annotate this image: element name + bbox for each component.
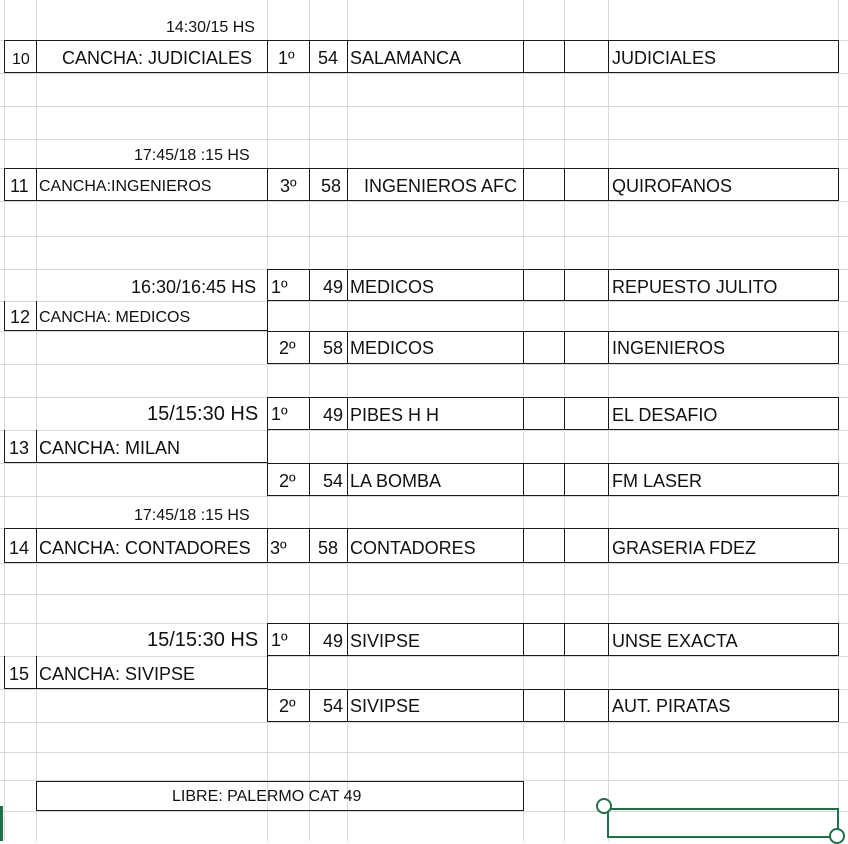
row-number: 14: [9, 538, 30, 558]
match-category: 58: [323, 338, 344, 358]
match-order: 2º: [279, 338, 296, 358]
cancha-label: CANCHA: MEDICOS: [39, 309, 191, 326]
match-category: 49: [323, 631, 344, 651]
home-team: LA BOMBA: [350, 471, 442, 491]
time-label: 15/15:30 HS: [147, 403, 259, 425]
away-team: INGENIEROS: [612, 338, 726, 358]
away-team: JUDICIALES: [612, 48, 717, 68]
match-category: 54: [323, 471, 344, 491]
row-number: 15: [9, 664, 30, 684]
cancha-label: CANCHA: SIVIPSE: [39, 664, 196, 684]
cancha-label: CANCHA: CONTADORES: [39, 538, 251, 558]
home-team: MEDICOS: [350, 338, 435, 358]
match-order: 2º: [279, 696, 296, 716]
match-order: 3º: [270, 538, 287, 558]
match-order: 1º: [271, 630, 288, 650]
row-number: 13: [9, 438, 30, 458]
match-order: 1º: [271, 404, 288, 424]
away-team: QUIROFANOS: [612, 176, 733, 196]
match-category: 58: [318, 538, 339, 558]
away-team: UNSE EXACTA: [612, 631, 738, 651]
cancha-label: CANCHA: MILAN: [39, 438, 181, 458]
row-number: 12: [10, 307, 31, 327]
home-team: INGENIEROS AFC: [364, 176, 518, 196]
away-team: REPUESTO JULITO: [612, 277, 778, 297]
away-team: GRASERIA FDEZ: [612, 538, 757, 558]
match-category: 58: [321, 176, 342, 196]
match-order: 2º: [279, 471, 296, 491]
selected-cell-range[interactable]: [607, 808, 839, 838]
cancha-label: CANCHA: JUDICIALES: [62, 48, 253, 68]
home-team: PIBES H H: [350, 405, 440, 425]
libre-label: LIBRE: PALERMO CAT 49: [172, 788, 362, 805]
match-order: 3º: [280, 176, 297, 196]
selection-handle-bottom-right[interactable]: [829, 828, 845, 844]
match-order: 1º: [278, 48, 295, 68]
time-label: 15/15:30 HS: [147, 629, 259, 651]
row-number: 10: [12, 51, 30, 68]
away-team: AUT. PIRATAS: [612, 696, 731, 716]
match-category: 54: [318, 48, 339, 68]
cancha-label: CANCHA:INGENIEROS: [39, 178, 212, 195]
home-team: CONTADORES: [350, 538, 476, 558]
row-number: 11: [10, 176, 29, 196]
time-label: 17:45/18 :15 HS: [134, 147, 250, 164]
home-team: SIVIPSE: [350, 696, 421, 716]
home-team: SIVIPSE: [350, 631, 421, 651]
match-category: 49: [323, 405, 344, 425]
away-team: EL DESAFIO: [612, 405, 718, 425]
time-label: 14:30/15 HS: [166, 19, 255, 36]
match-category: 49: [323, 277, 344, 297]
home-team: MEDICOS: [350, 277, 435, 297]
row-edge-marker: [0, 806, 3, 841]
time-label: 17:45/18 :15 HS: [134, 507, 250, 524]
match-category: 54: [323, 696, 344, 716]
match-order: 1º: [271, 277, 288, 297]
selection-handle-top-left[interactable]: [596, 798, 612, 814]
time-label: 16:30/16:45 HS: [131, 277, 257, 297]
away-team: FM LASER: [612, 471, 703, 491]
home-team: SALAMANCA: [350, 48, 462, 68]
